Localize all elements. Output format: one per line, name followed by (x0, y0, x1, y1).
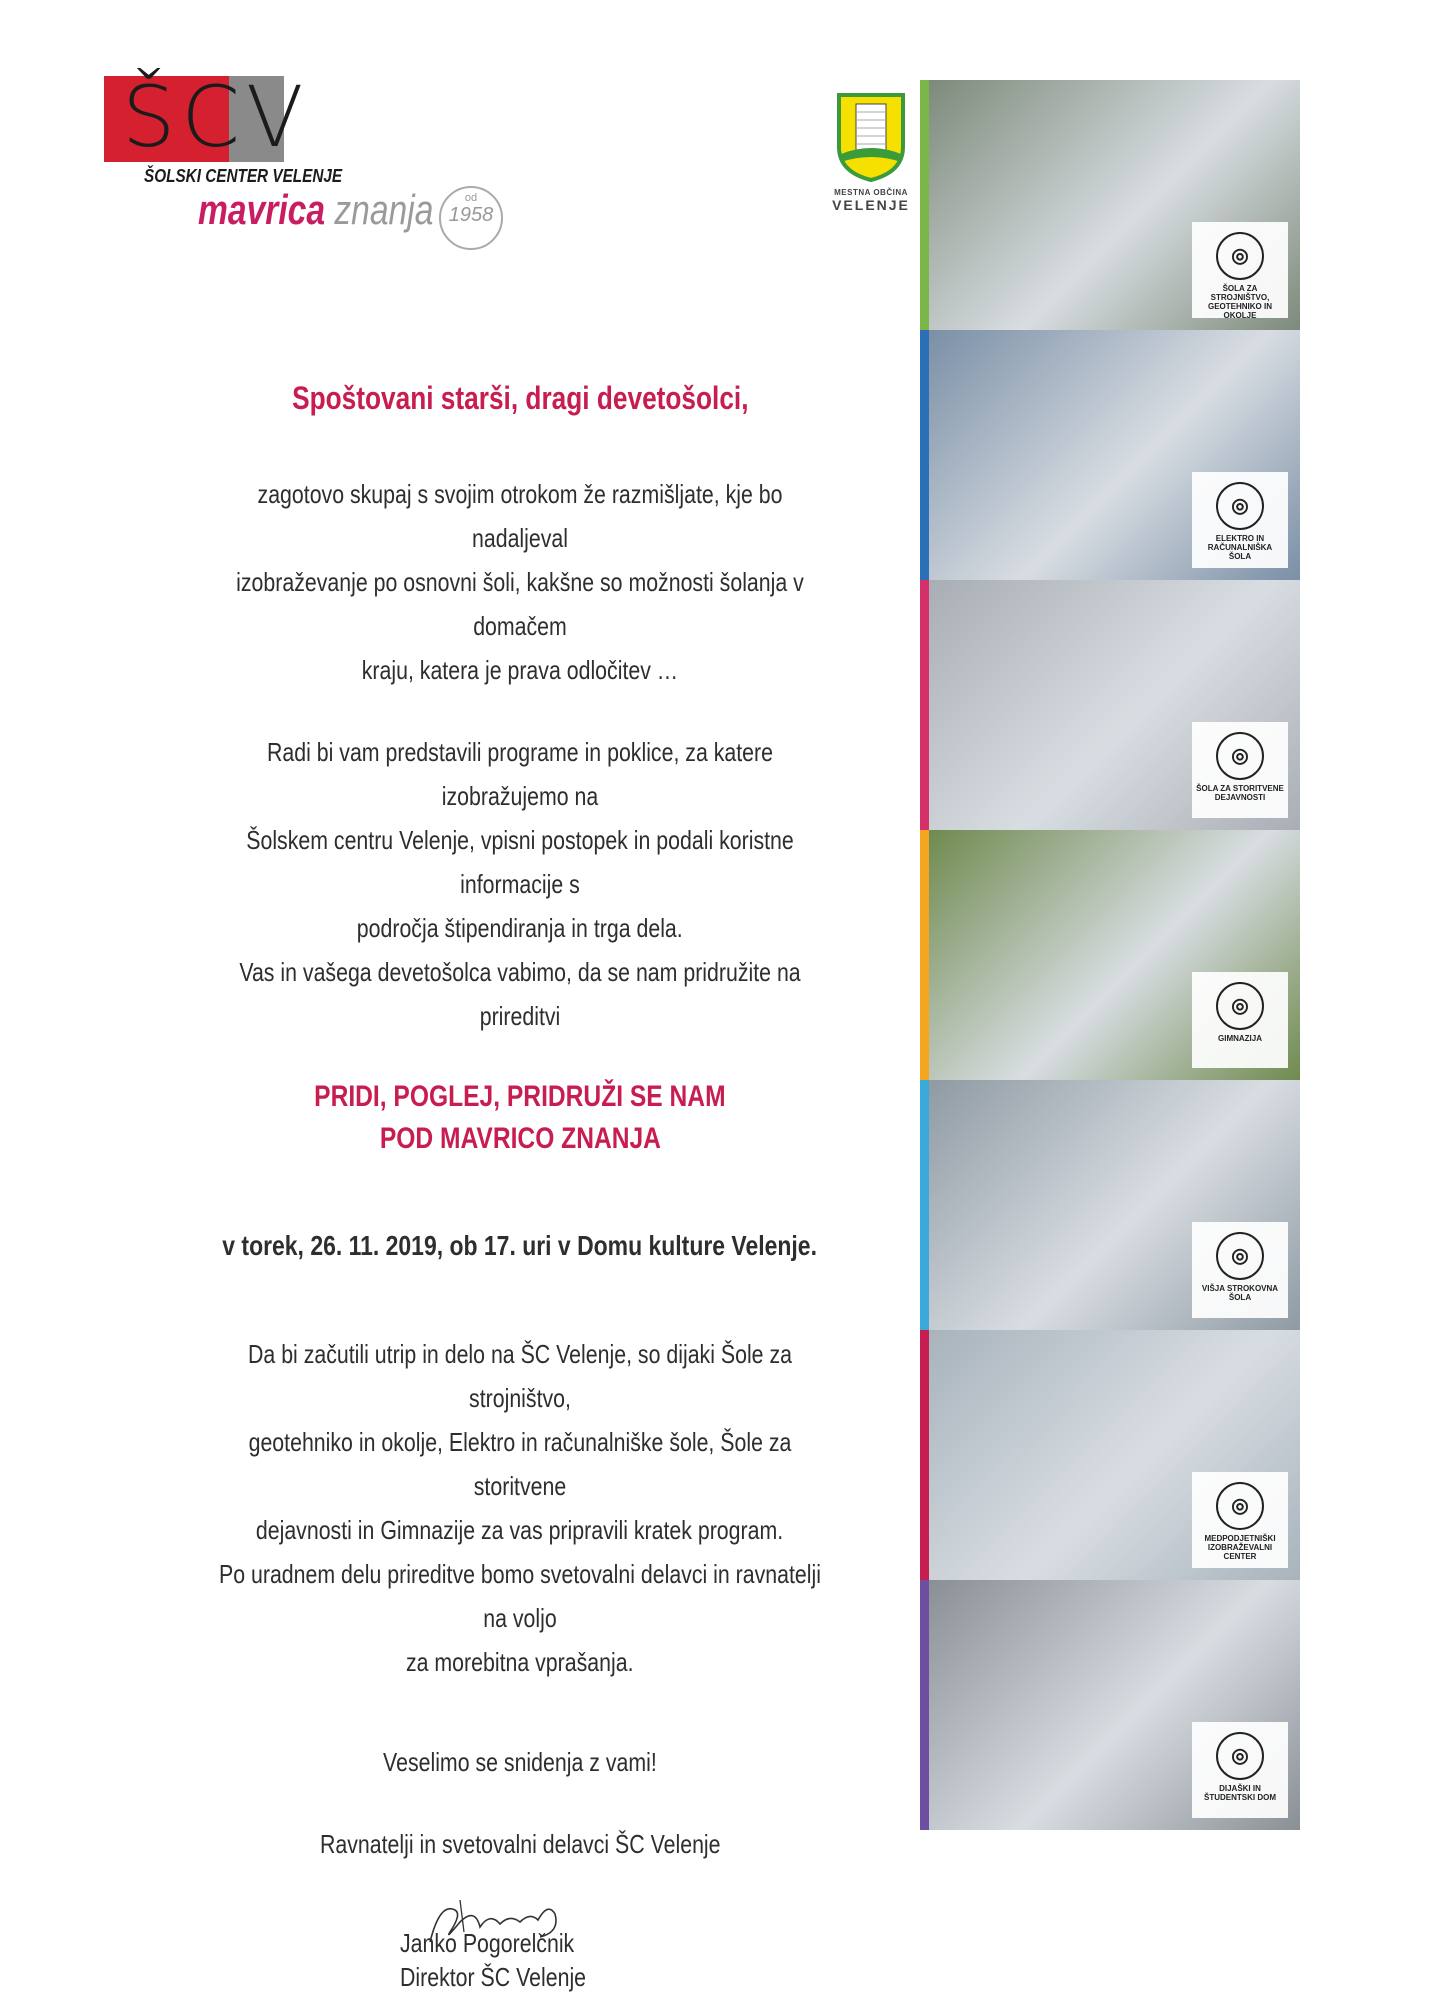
tagline-word2: znanja (334, 186, 434, 233)
school-emblem-icon: ◎ (1216, 732, 1264, 780)
school-badge (1192, 722, 1288, 818)
photo-panel (920, 80, 1300, 330)
paragraph-line: Po uradnem delu prireditve bomo svetovalni delavci in ravnatelji na voljo (218, 1559, 822, 1633)
school-badge (1192, 1722, 1288, 1818)
year-badge-year: 1958 (448, 204, 494, 226)
school-badge (1192, 1472, 1288, 1568)
tagline-word1: mavrica (198, 186, 326, 233)
school-badge-label: DIJAŠKI IN ŠTUDENTSKI DOM (1204, 1784, 1276, 1802)
school-emblem-icon: ◎ (1216, 232, 1264, 280)
letter-body (150, 380, 890, 1994)
greeting: Spoštovani starši, dragi devetošolci, (291, 380, 749, 416)
school-badge-label: ŠOLA ZA STROJNIŠTVO, GEOTEHNIKO IN OKOLJE (1207, 284, 1272, 320)
panel-color-edge (920, 1080, 929, 1330)
panel-color-edge (920, 830, 929, 1080)
paragraph-line: izobraževanje po osnovni šoli, kakšne so možnosti šolanja v domačem (236, 567, 804, 641)
school-emblem-icon: ◎ (1216, 1482, 1264, 1530)
paragraph-2 (150, 730, 890, 1038)
event-date: v torek, 26. 11. 2019, ob 17. uri v Domu kulture Velenje. (222, 1230, 818, 1261)
paragraph-line: geotehniko in okolje, Elektro in računalniške šole, Šole za storitvene (248, 1427, 792, 1501)
paragraph-line: področja štipendiranja in trga dela. (357, 913, 683, 943)
paragraph-line: zagotovo skupaj s svojim otrokom že razmišljate, kje bo nadaljeval (257, 479, 783, 553)
school-emblem-icon: ◎ (1216, 982, 1264, 1030)
crest-line2: VELENJE (832, 197, 910, 213)
school-badge-label: ELEKTRO IN RAČUNALNIŠKA ŠOLA (1207, 534, 1273, 561)
signoff-line: Ravnatelji in svetovalni delavci ŠC Velenje (319, 1829, 721, 1859)
year-badge-od: od (464, 192, 478, 204)
school-badge (1192, 972, 1288, 1068)
paragraph-line: dejavnosti in Gimnazije za vas pripravili kratek program. (256, 1515, 784, 1545)
school-emblem-icon: ◎ (1216, 1732, 1264, 1780)
school-emblem-icon: ◎ (1216, 1232, 1264, 1280)
signer-name: Janko Pogorelčnik (400, 1928, 575, 1958)
logo-letters: ŠCV (122, 68, 310, 166)
paragraph-line: za morebitna vprašanja. (406, 1647, 634, 1677)
photo-strip (920, 80, 1300, 1830)
panel-color-edge (920, 330, 929, 580)
photo-panel (920, 580, 1300, 830)
photo-panel (920, 1080, 1300, 1330)
paragraph-line: Radi bi vam predstavili programe in poklice, za katere izobražujemo na (267, 737, 773, 811)
photo-panel (920, 1330, 1300, 1580)
scv-logo (104, 68, 524, 246)
photo-panel (920, 1580, 1300, 1830)
paragraph-line: Da bi začutili utrip in delo na ŠC Velenje, so dijaki Šole za strojništvo, (248, 1339, 792, 1413)
municipality-crest (826, 92, 916, 232)
paragraph-line: kraju, katera je prava odločitev … (361, 655, 679, 685)
photo-panel (920, 330, 1300, 580)
event-title-line: POD MAVRICO ZNANJA (379, 1122, 661, 1155)
school-badge (1192, 222, 1288, 318)
crest-shield-icon (836, 92, 906, 182)
crest-line1: MESTNA OBČINA (834, 188, 908, 197)
logo-tagline (198, 186, 433, 234)
school-badge (1192, 472, 1288, 568)
school-emblem-icon: ◎ (1216, 482, 1264, 530)
paragraph-3 (150, 1332, 890, 1684)
paragraph-line: Vas in vašega devetošolca vabimo, da se nam pridružite na prireditvi (239, 957, 801, 1031)
event-title (150, 1076, 890, 1160)
school-badge (1192, 1222, 1288, 1318)
panel-color-edge (920, 80, 929, 330)
panel-color-edge (920, 1580, 929, 1830)
school-badge-label: GIMNAZIJA (1218, 1034, 1262, 1043)
panel-color-edge (920, 1330, 929, 1580)
signer-title: Direktor ŠC Velenje (400, 1962, 587, 1992)
event-title-line: PRIDI, POGLEJ, PRIDRUŽI SE NAM (314, 1080, 726, 1113)
school-badge-label: ŠOLA ZA STORITVENE DEJAVNOSTI (1196, 784, 1284, 802)
logo-school-name: ŠOLSKI CENTER VELENJE (144, 166, 343, 186)
paragraph-line: Šolskem centru Velenje, vpisni postopek in podali koristne informacije s (246, 825, 794, 899)
panel-color-edge (920, 580, 929, 830)
school-badge-label: VIŠJA STROKOVNA ŠOLA (1201, 1284, 1279, 1302)
photo-panel (920, 830, 1300, 1080)
paragraph-1 (150, 472, 890, 692)
signature-block (400, 1892, 660, 1994)
school-badge-label: MEDPODJETNIŠKI IZOBRAŽEVALNI CENTER (1204, 1534, 1276, 1561)
closing-line: Veselimo se snidenja z vami! (383, 1747, 657, 1777)
year-badge (439, 186, 503, 250)
